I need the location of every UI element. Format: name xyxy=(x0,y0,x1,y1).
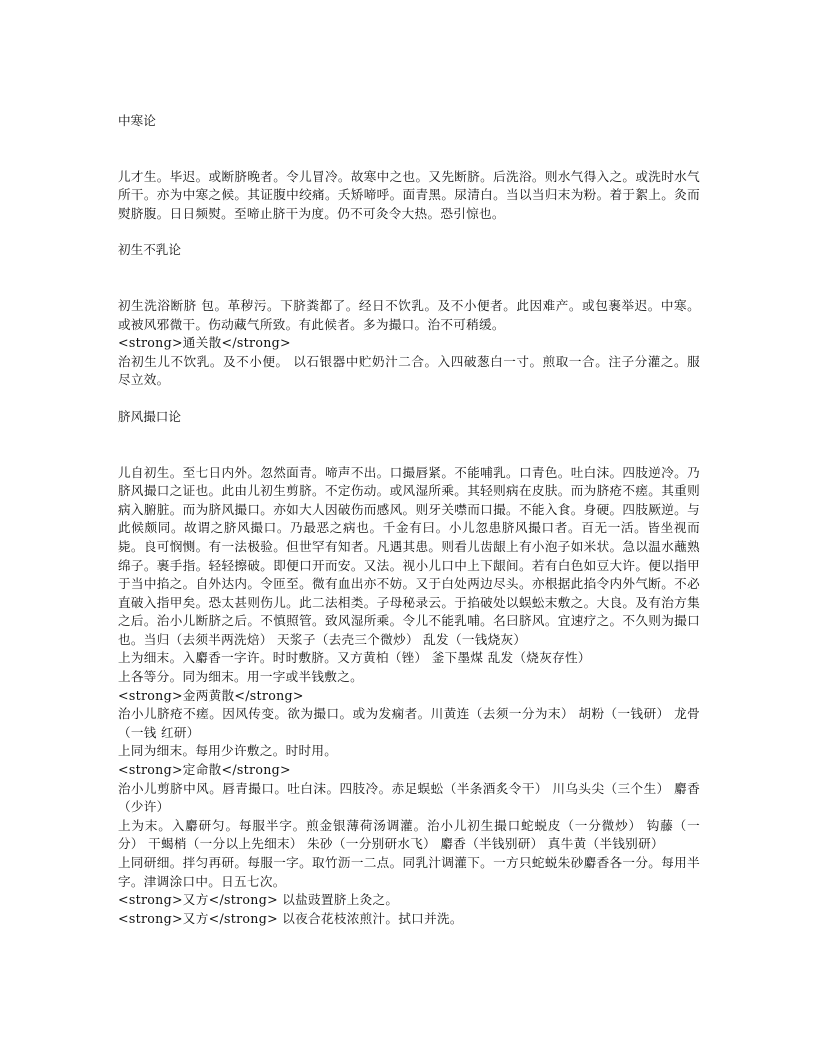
paragraph: 上同研细。拌匀再研。每服一字。取竹沥一二点。同乳汁调灌下。一方只蛇蜕朱砂麝香各一分。每用半字。津调涂口中。日五七次。 xyxy=(118,855,700,889)
paragraph: 上各等分。同为细末。用一字或半钱敷之。 xyxy=(118,669,363,685)
paragraph: 儿才生。毕迟。或断脐晚者。令儿冒冷。故寒中之也。又先断脐。后洗浴。则水气得入之。或洗时水气所干。亦为中寒之候。其证腹中绞痛。夭矫啼呼。面青黑。尿清白。当以当归末为粉。着于絮上。灸而熨脐腹。日日频熨。至啼止脐干为度。仍不可灸令大热。恐引惊也。 xyxy=(118,168,700,221)
recipe-title-raw: <strong>定命散</strong> xyxy=(118,762,291,778)
paragraph: 初生洗浴断脐 包。革秽污。下脐粪都了。经日不饮乳。及不小便者。此因难产。或包裹举迟。中寒。或被风邪微干。伤动藏气所致。有此候者。多为撮口。治不可稍缓。 xyxy=(118,297,700,332)
document-page xyxy=(118,112,700,928)
recipe-line-raw: <strong>又方</strong> 以盐豉置脐上灸之。 xyxy=(118,892,399,908)
section-title-chusheng-buru: 初生不乳论 xyxy=(118,242,181,258)
spacer xyxy=(118,260,700,297)
paragraph: 上为细末。入麝香一字许。时时敷脐。又方黄柏（锉） 釜下墨煤 乱发（烧灰存性） xyxy=(118,650,591,666)
spacer xyxy=(118,390,700,408)
spacer xyxy=(118,223,700,241)
paragraph: 治小儿剪脐中风。唇青撮口。吐白沫。四肢冷。赤足蜈蚣（半条酒炙令干） 川乌头尖（三个生） 麝香（少许） xyxy=(118,780,700,815)
recipe-title-raw: <strong>金两黄散</strong> xyxy=(118,687,304,703)
paragraph: 上同为细末。每用少许敷之。时时用。 xyxy=(118,743,338,759)
paragraph: 上为末。入麝研匀。每服半字。煎金银薄荷汤调灌。治小儿初生撮口蛇蜕皮（一分微炒） 钩藤（一分） 干蝎梢（一分以上先细末） 朱砂（一分别研水飞） 麝香（半钱别研） 真牛黄（半钱别研） xyxy=(118,817,700,852)
section-title-qifeng-cuokou: 脐风撮口论 xyxy=(118,408,181,424)
recipe-title-raw: <strong>通关散</strong> xyxy=(118,335,291,351)
paragraph: 治小儿脐疮不瘥。因风传变。欲为撮口。或为发痫者。川黄连（去须一分为末） 胡粉（一钱研） 龙骨（一钱 红研） xyxy=(118,706,700,740)
paragraph: 治初生儿不饮乳。及不小便。 以石银器中贮奶汁二合。入四破葱白一寸。煎取一合。注子分灌之。服尽立效。 xyxy=(118,353,700,388)
paragraph: 儿自初生。至七日内外。忽然面青。啼声不出。口撮唇紧。不能哺乳。口青色。吐白沫。四肢逆冷。乃脐风撮口之证也。此由儿初生剪脐。不定伤动。或风湿所乘。其轻则病在皮肤。而为脐疮不瘥。其重则病入腑脏。而为脐风撮口。亦如大人因破伤而感风。则牙关噤而口撮。不能入食。身硬。四肢厥逆。与此候颇同。故谓之脐风撮口。乃最恶之病也。千金有曰。小儿忽患脐风撮口者。百无一活。皆坐视而毙。良可悯恻。有一法极验。但世罕有知者。凡遇其患。则看儿齿龈上有小泡子如米状。急以温水蘸熟绵子。裹手指。轻轻擦破。即便口开而安。又法。视小儿口中上下龈间。若有白色如豆大许。便以指甲于当中掐之。自外达内。令匝至。微有血出亦不妨。又于白处两边尽头。亦根据此掐令内外气断。不必直破入指甲矣。恐太甚则伤儿。此二法相类。子母秘录云。于掐破处以蜈蚣末敷之。大良。及有治方集之后。治小儿断脐之后。不慎照管。致风湿所乘。令儿不能乳哺。名曰脐风。宜速疗之。不久则为撮口也。当归（去须半两洗焙） 天浆子（去壳三个微炒） 乱发（一钱烧灰） xyxy=(118,464,700,647)
spacer xyxy=(118,131,700,168)
section-title-zhonghan: 中寒论 xyxy=(118,113,156,128)
spacer xyxy=(118,427,700,464)
recipe-line-raw: <strong>又方</strong> 以夜合花枝浓煎汁。拭口并洗。 xyxy=(118,910,463,926)
